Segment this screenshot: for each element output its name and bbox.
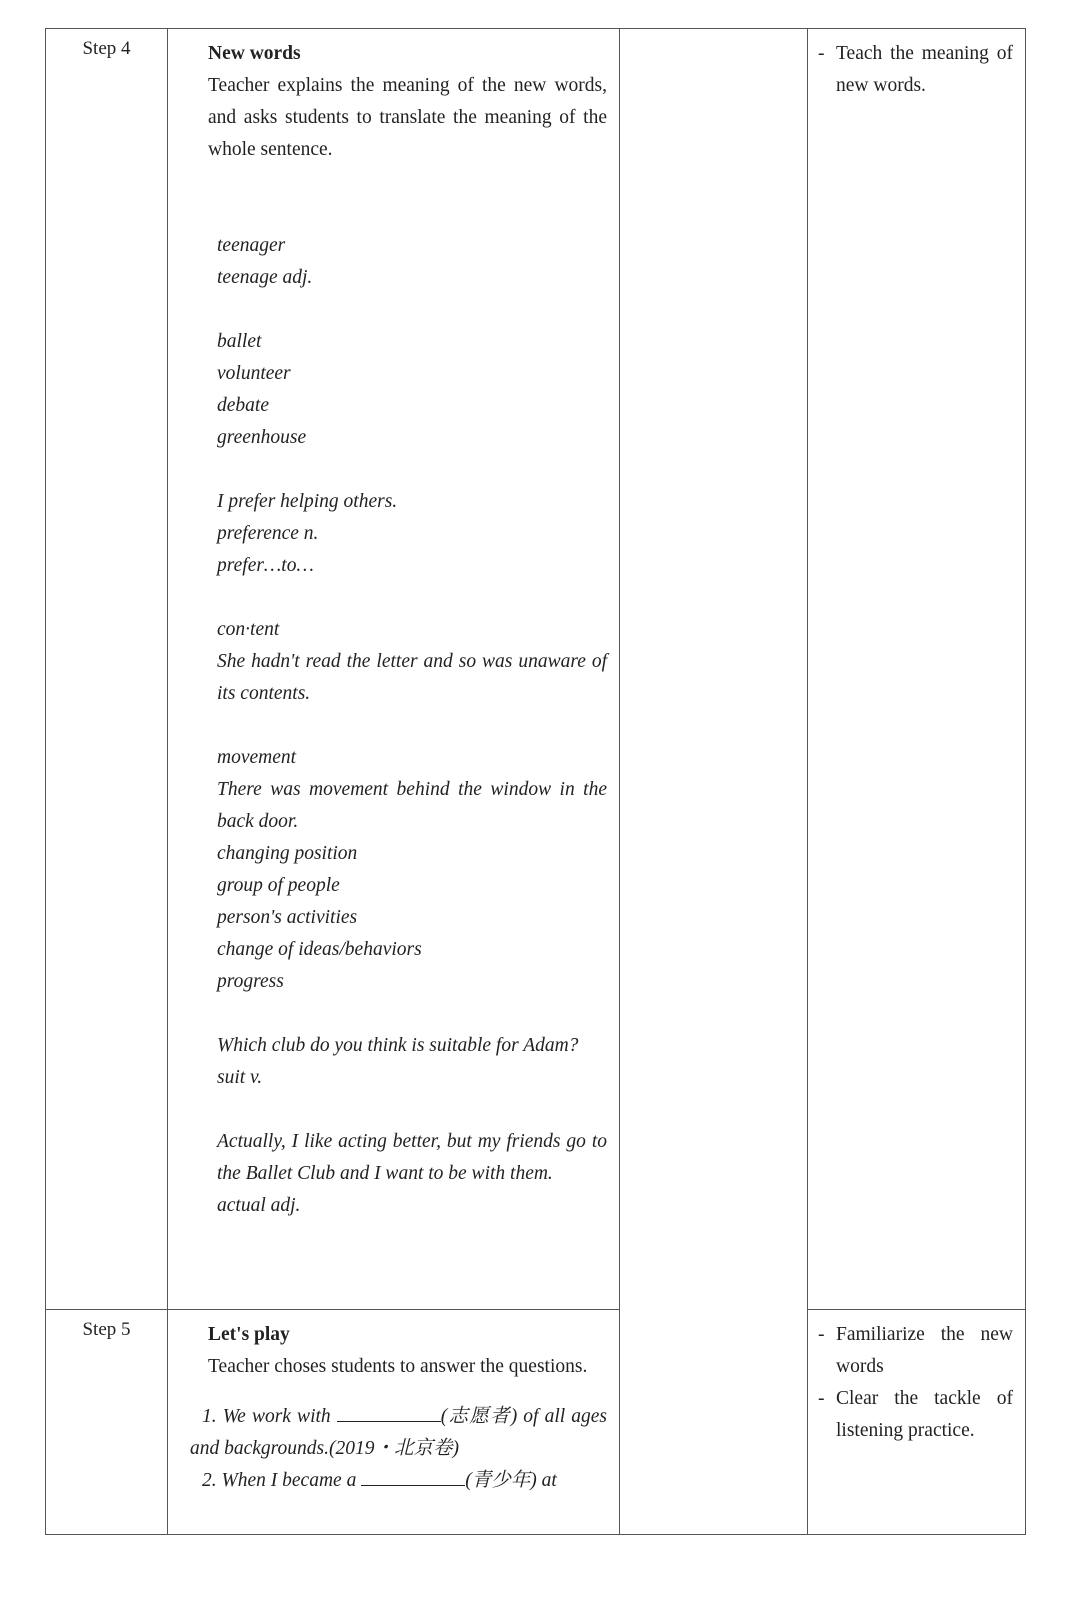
fill-in-question xyxy=(190,1401,607,1465)
meaning-item: group of people xyxy=(217,875,340,896)
question-text: (青少年) at xyxy=(465,1470,557,1491)
meaning-item: changing position xyxy=(217,843,358,864)
step-label: Step 5 xyxy=(82,1319,131,1340)
vocab-item: teenage adj. xyxy=(217,267,313,288)
activity-instructions: Teacher explains the meaning of the new words, and asks students to translate the meaning of the whole sentence. xyxy=(208,75,607,160)
meaning-item: progress xyxy=(217,971,284,992)
example-sentence: There was movement behind the window in the back door. xyxy=(217,779,607,832)
vocab-item: suit v. xyxy=(217,1067,263,1088)
purpose-item: - Familiarize the new words xyxy=(818,1319,1013,1383)
fill-in-question xyxy=(190,1465,607,1497)
lesson-plan-table xyxy=(45,28,1026,1535)
step-label: Step 4 xyxy=(82,38,131,59)
vocab-item: preference n. xyxy=(217,523,319,544)
step-4-cell xyxy=(46,29,168,1310)
question-text: 2. When I became a xyxy=(202,1470,362,1491)
empty-column-cell xyxy=(620,29,808,1535)
purpose-text: Teach the meaning of new words. xyxy=(836,43,1013,96)
meaning-item: change of ideas/behaviors xyxy=(217,939,422,960)
vocab-item: greenhouse xyxy=(217,427,307,448)
vocab-item: ballet xyxy=(217,331,262,352)
step-5-row xyxy=(46,1310,1026,1535)
step-5-activity-cell xyxy=(168,1310,620,1535)
example-sentence: Which club do you think is suitable for Adam? xyxy=(217,1035,579,1056)
vocab-item: movement xyxy=(217,747,297,768)
vocab-item: teenager xyxy=(217,235,286,256)
section-heading: Let's play xyxy=(208,1324,290,1345)
vocab-item: debate xyxy=(217,395,269,416)
vocab-item: con·tent xyxy=(217,619,280,640)
purpose-item: - Teach the meaning of new words. xyxy=(818,38,1013,102)
step-4-activity-cell xyxy=(168,29,620,1310)
question-text: (志愿者) of all ages and backgrounds.(2019・北京卷) xyxy=(190,1406,608,1459)
step-5-cell xyxy=(46,1310,168,1535)
step-5-purpose-cell xyxy=(808,1310,1026,1535)
activity-instructions: Teacher choses students to answer the questions. xyxy=(208,1356,588,1377)
vocab-item: volunteer xyxy=(217,363,291,384)
purpose-text: Clear the tackle of listening practice. xyxy=(836,1388,1013,1441)
answer-blank xyxy=(337,1401,441,1422)
section-heading: New words xyxy=(208,43,301,64)
meaning-item: person's activities xyxy=(217,907,358,928)
example-sentence: I prefer helping others. xyxy=(217,491,398,512)
example-sentence: She hadn't read the letter and so was unaware of its contents. xyxy=(217,651,607,704)
vocab-item: prefer…to… xyxy=(217,555,314,576)
step-4-row xyxy=(46,29,1026,1310)
vocab-item: actual adj. xyxy=(217,1195,301,1216)
step-4-purpose-cell xyxy=(808,29,1026,1310)
answer-blank xyxy=(361,1465,465,1486)
example-sentence: Actually, I like acting better, but my friends go to the Ballet Club and I want to be with them. xyxy=(217,1131,607,1184)
purpose-text: Familiarize the new words xyxy=(836,1324,1013,1377)
purpose-item: - Clear the tackle of listening practice. xyxy=(818,1383,1013,1447)
question-text: 1. We work with xyxy=(202,1406,337,1427)
